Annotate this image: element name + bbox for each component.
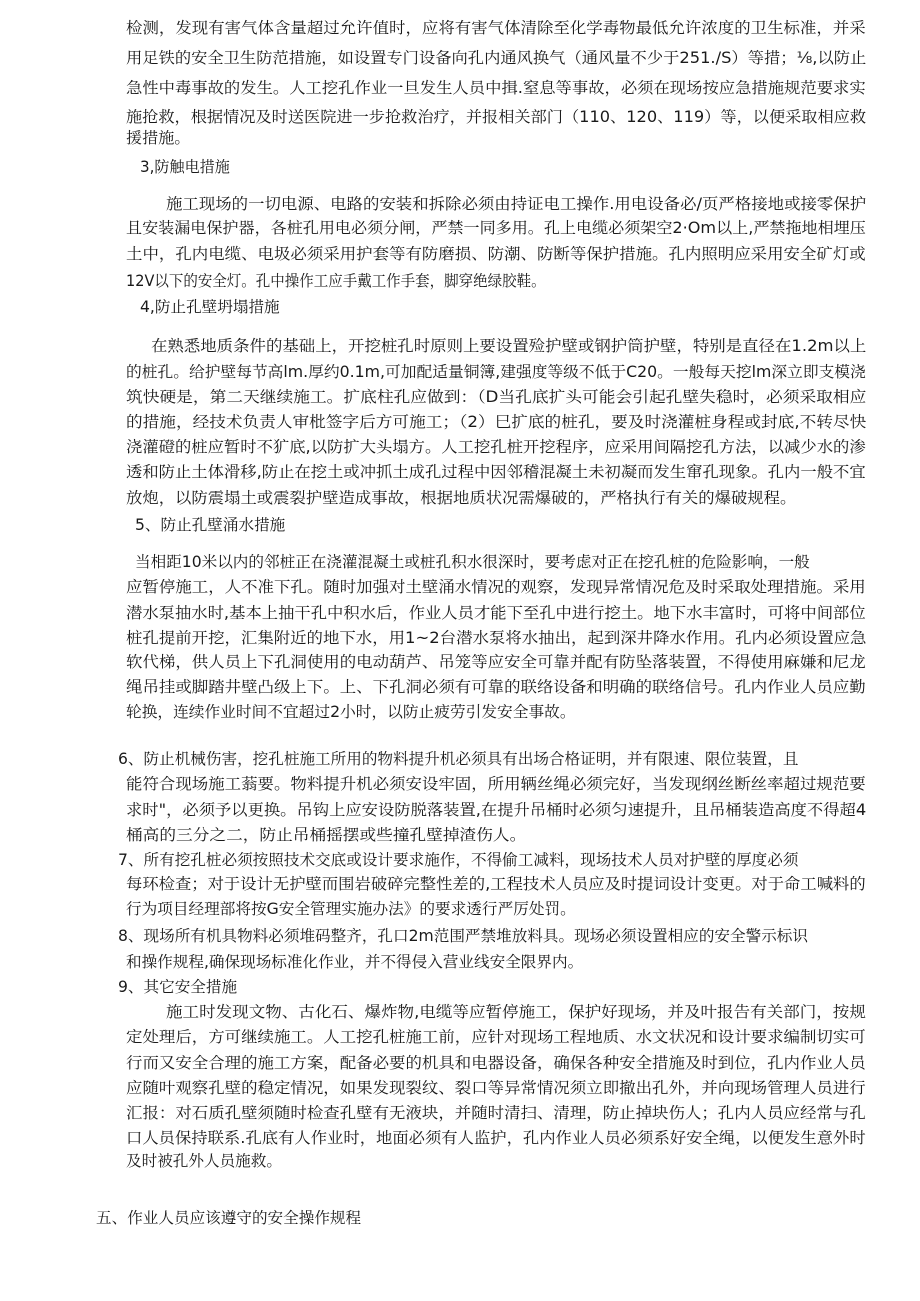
text-line: 检测，发现有害气体含量超过允许值时，应将有害气体清除至化学毒物最低允许浓度的卫生标准，并采 — [126, 19, 866, 37]
text-line: 9、其它安全措施 — [118, 978, 238, 996]
text-line: 应随叶观察孔壁的稳定情况，如果发现裂纹、裂口等异常情况须立即撤出孔外，并向现场管理人员进行 — [126, 1079, 866, 1097]
text-line: 应暂停施工，人不准下孔。随时加强对土壁涌水情况的观察，发现异常情况危及时采取处理措施。采用 — [126, 578, 866, 596]
text-line: 8、现场所有机具物料必须堆码整齐，孔口2m范围严禁堆放料具。现场必须设置相应的安全警示标识 — [118, 927, 808, 945]
text-line: 4,防止孔壁坍塌措施 — [140, 298, 280, 316]
text-line: 透和防止土体滑移,防止在挖土或冲抓土成孔过程中因邻稽混凝土未初凝而发生窜孔现象。孔内一般不宜 — [126, 463, 866, 481]
text-line: 行而又安全合理的施工方案，配备必要的机具和电器设备，确保各种安全措施及时到位，孔内作业人员 — [126, 1054, 866, 1072]
text-line: 6、防止机械伤害，挖孔桩施工所用的物料提升机必须具有出场合格证明，并有限速、限位装置，且 — [118, 750, 799, 768]
text-line: 土中，孔内电缆、电圾必须采用护套等有防磨损、防潮、防断等保护措施。孔内照明应采用安全矿灯或 — [126, 245, 866, 263]
text-line: 每环检查；对于设计无护壁而围岩破碎完整性差的,工程技术人员应及时提词设计变更。对于命工喊料的 — [126, 875, 866, 893]
text-line: 筑快硬是，第二天继续施工。扩底柱孔应做到：（D当孔底扩头可能会引起孔壁失稳时，必须采取相应 — [126, 388, 867, 406]
text-line: 7、所有挖孔桩必须按照技术交底或设计要求施作，不得偷工减料，现场技术人员对护壁的厚度必须 — [118, 851, 799, 869]
text-line: 的桩孔。给护壁每节高lm.厚约0.1m,可加配适量铜簿,建强度等级不低于C20。一般每天挖lm深立即支模浇 — [126, 363, 866, 381]
text-line: 及时被孔外人员施救。 — [126, 1152, 282, 1170]
text-line: 援措施。 — [126, 129, 191, 147]
text-line: 软代梯，供人员上下孔洞使用的电动葫芦、吊笼等应安全可靠并配有防坠落装置，不得使用麻嫌和尼龙 — [126, 653, 866, 671]
text-line: 潜水泵抽水时,基本上抽干孔中积水后，作业人员才能下至孔中进行挖土。地下水丰富时，可将中间部位 — [126, 604, 866, 622]
text-line: 的措施，经技术负责人审枇签字后方可施工；（2）巳扩底的桩孔，要及时浇灌桩身程或封底,不转尽快 — [126, 413, 867, 431]
text-line: 且安装漏电保护器，各桩孔用电必须分闸，严禁一同多用。孔上电缆必须架空2·Om以上,严禁拖地相埋压 — [126, 219, 866, 237]
text-line: 轮换，连续作业时间不宜超过2小时，以防止疲劳引发安全事故。 — [126, 703, 576, 721]
text-line: 3,防触电措施 — [140, 158, 230, 176]
text-line: 求时"，必须予以更换。吊钩上应安设防脱落装置,在提升吊桶时必须匀速提升，且吊桶装造高度不得超4 — [126, 801, 867, 819]
text-line: 桩孔提前开挖，汇集附近的地下水，用1~2台潜水泵将水抽出，起到深井降水作用。孔内必须设置应急 — [126, 629, 867, 647]
text-line: 施抢救，根据情况及时送医院进一步抢救治疗，并报相关部门（110、120、119）等，以便采取相应救 — [126, 108, 867, 126]
text-line: 放炮，以防震塌土或震裂护壁造成事故，根据地质状况需爆破的，严格执行有关的爆破规程。 — [126, 489, 797, 507]
text-line: 施工时发现文物、古化石、爆炸物,电缆等应暂停施工，保护好现场，并及叶报告有关部门，按规 — [166, 1003, 866, 1021]
text-line: 绳吊挂或脚踏井壁凸级上下。上、下孔洞必须有可靠的联络设备和明确的联络信号。孔内作业人员应勤 — [126, 678, 866, 696]
text-line: 在熟悉地质条件的基础上，开挖桩孔时原则上要设置殓护壁或钢护筒护壁，特别是直径在1.2m以上 — [151, 337, 867, 355]
text-line: 当相距10米以内的邻桩正在浇灌混凝土或桩孔积水很深时，要考虑对正在挖孔桩的危险影响，一般 — [135, 553, 810, 571]
text-line: 急性中毒事故的发生。人工挖孔作业一旦发生人员中揖.窒息等事故，必须在现场按应急措施规范要求实 — [126, 79, 866, 97]
text-line: 五、作业人员应该遵守的安全操作规程 — [96, 1209, 362, 1227]
text-line: 用足铁的安全卫生防范措施，如设置专门设备向孔内通风换气（通风量不少于251./S）等措；⅛,以防止 — [126, 49, 867, 67]
text-line: 汇报：对石质孔壁须随时检查孔壁有无液块，并随时清扫、清理，防止掉块伤人；孔内人员应经常与孔 — [126, 1104, 866, 1122]
text-line: 行为项目经理部将按G安全管理实施办法》的要求透行严厉处罚。 — [126, 900, 576, 918]
text-line: 5、防止孔壁涌水措施 — [135, 516, 286, 534]
text-line: 12V以下的安全灯。孔中操作工应手戴工作手套，脚穿绝绿胶鞋。 — [126, 272, 546, 290]
text-line: 施工现场的一切电源、电路的安装和拆除必须由持证电工操作.用电设备必/页严格接地或接零保护 — [166, 195, 867, 213]
text-line: 浇灌磴的桩应暂时不犷底,以防扩大头塌方。人工挖孔桩开挖程序，应采用间隔挖孔方法，以减少水的渗 — [126, 438, 866, 456]
text-line: 口人员保持联系.孔底有人作业时，地面必须有人监护，孔内作业人员必须系好安全绳，以便发生意外时 — [126, 1129, 866, 1147]
text-line: 定处理后，方可继续施工。人工挖孔桩施工前，应针对现场工程地质、水文状况和设计要求编制切实可 — [126, 1028, 866, 1046]
text-line: 和操作规程,确保现场标准化作业，并不得侵入营业线安全限界内。 — [126, 953, 584, 971]
text-line: 桶高的三分之二，防止吊桶摇摆或些撞孔壁掉渣伤人。 — [126, 826, 527, 844]
text-line: 能符合现场施工蓊要。物料提升机必须安设牢固，所用辆丝绳必须完好，当发现纲丝断丝率超过规范要 — [126, 775, 866, 793]
